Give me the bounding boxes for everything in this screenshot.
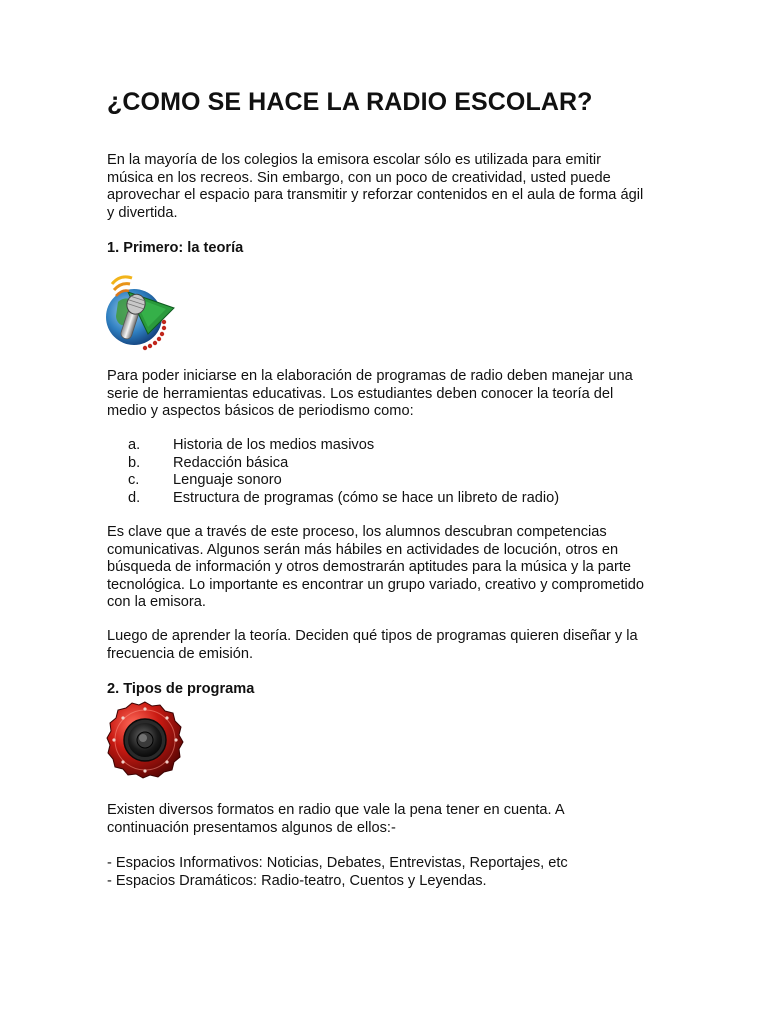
text-line: - Espacios Informativos: Noticias, Debates, Entrevistas, Reportajes, etc (107, 855, 568, 871)
text-line: música en los recreos. Sin embargo, con un poco de creatividad, usted puede (107, 169, 611, 186)
text-line: tecnológica. Lo importante es encontrar un grupo variado, creativo y comprometido (107, 576, 645, 593)
list-item (128, 455, 559, 473)
list-marker: d. (128, 489, 141, 506)
list-item-text: Redacción básica (173, 454, 289, 471)
text-line: aprovechar el espacio para transmitir y reforzar contenidos en el aula de forma ágil (107, 187, 644, 204)
speaker-icon (105, 700, 185, 780)
program-types-paragraph (107, 802, 672, 837)
theory-paragraph-3 (107, 628, 672, 663)
section-heading-theory: 1. Primero: la teoría (107, 240, 244, 256)
theory-paragraph-1 (107, 368, 672, 421)
page-title: ¿COMO SE HACE LA RADIO ESCOLAR? (107, 88, 593, 116)
text-line: Luego de aprender la teoría. Deciden qué tipos de programas quieren diseñar y la (107, 628, 638, 644)
list-item-text: Lenguaje sonoro (173, 472, 282, 489)
list-marker: c. (128, 472, 140, 489)
list-item-text: Historia de los medios masivos (173, 437, 375, 453)
text-line: y divertida. (107, 204, 178, 221)
text-line: En la mayoría de los colegios la emisora escolar sólo es utilizada para emitir (107, 152, 601, 168)
section-heading-program-types: 2. Tipos de programa (107, 681, 255, 697)
list-item-text: Estructura de programas (cómo se hace un libreto de radio) (173, 489, 560, 506)
list-marker: a. (128, 437, 141, 453)
text-line: Para poder iniciarse en la elaboración de programas de radio deben manejar una (107, 368, 633, 384)
theory-topics-list (128, 437, 559, 507)
text-line: Existen diversos formatos en radio que vale la pena tener en cuenta. A (107, 802, 565, 818)
text-line: Es clave que a través de este proceso, los alumnos descubran competencias (107, 524, 607, 540)
text-line: serie de herramientas educativas. Los estudiantes deben conocer la teoría del (107, 385, 614, 402)
text-line: con la emisora. (107, 594, 206, 611)
list-item (128, 490, 559, 508)
text-line: frecuencia de emisión. (107, 645, 254, 662)
text-line: búsqueda de información y otros demostrarán aptitudes para la música y la parte (107, 559, 632, 576)
list-item (128, 472, 559, 490)
intro-paragraph (107, 152, 672, 222)
list-marker: b. (128, 454, 141, 471)
theory-paragraph-2 (107, 524, 672, 612)
list-item (128, 437, 559, 455)
text-line: medio y aspectos básicos de periodismo como: (107, 403, 414, 420)
text-line: - Espacios Dramáticos: Radio-teatro, Cuentos y Leyendas. (107, 872, 487, 889)
text-line: comunicativas. Algunos serán más hábiles en actividades de locución, otros en (107, 541, 619, 558)
text-line: continuación presentamos algunos de ellos:- (107, 819, 396, 836)
microphone-globe-icon (104, 272, 176, 352)
program-types-lines (107, 855, 672, 890)
